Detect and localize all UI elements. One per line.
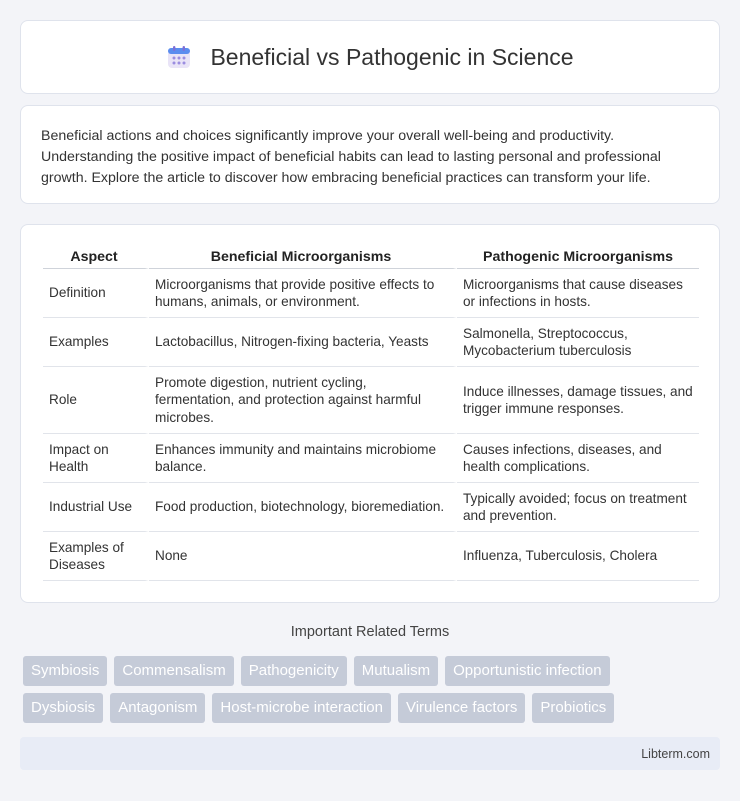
header-aspect: Aspect	[43, 243, 149, 269]
comparison-table	[43, 243, 699, 581]
table-row	[43, 269, 699, 318]
intro-card	[20, 105, 720, 204]
cell-beneficial: Microorganisms that provide positive effects to humans, animals, or environment.	[149, 269, 457, 318]
cell-pathogenic: Microorganisms that cause diseases or infections in hosts.	[457, 269, 699, 318]
cell-pathogenic: Induce illnesses, damage tissues, and trigger immune responses.	[457, 367, 699, 434]
cell-aspect: Industrial Use	[43, 483, 149, 532]
tag-pathogenicity[interactable]: Pathogenicity	[241, 656, 347, 686]
intro-text: Beneficial actions and choices significantly improve your overall well-being and productivity. Understanding the positive impact of beneficial habits can lead to lasting personal and professional growth. Explore the article to discover how embracing beneficial practices can transform your life.	[41, 128, 661, 186]
tag-host-microbe-interaction[interactable]: Host-microbe interaction	[212, 693, 391, 723]
header-pathogenic: Pathogenic Microorganisms	[457, 243, 699, 269]
table-row	[43, 434, 699, 483]
cell-beneficial: Enhances immunity and maintains microbiome balance.	[149, 434, 457, 483]
table-header-row	[43, 243, 699, 269]
tag-dysbiosis[interactable]: Dysbiosis	[23, 693, 103, 723]
comparison-card	[20, 224, 720, 603]
cell-pathogenic: Influenza, Tuberculosis, Cholera	[457, 532, 699, 581]
table-row	[43, 367, 699, 434]
cell-aspect: Examples	[43, 318, 149, 367]
header-beneficial: Beneficial Microorganisms	[149, 243, 457, 269]
footer-site-link[interactable]: Libterm.com	[641, 746, 710, 761]
cell-pathogenic: Causes infections, diseases, and health complications.	[457, 434, 699, 483]
table-row	[43, 318, 699, 367]
cell-aspect: Role	[43, 367, 149, 434]
footer	[20, 737, 720, 770]
tag-opportunistic-infection[interactable]: Opportunistic infection	[445, 656, 609, 686]
cell-beneficial: Promote digestion, nutrient cycling, fermentation, and protection against harmful microbes.	[149, 367, 457, 434]
cell-aspect: Impact on Health	[43, 434, 149, 483]
tag-mutualism[interactable]: Mutualism	[354, 656, 438, 686]
page-title: Beneficial vs Pathogenic in Science	[210, 43, 574, 70]
cell-aspect: Examples of Diseases	[43, 532, 149, 581]
header	[166, 44, 573, 71]
tag-symbiosis[interactable]: Symbiosis	[23, 656, 107, 686]
table-row	[43, 532, 699, 581]
tag-row	[23, 656, 723, 686]
cell-beneficial: Food production, biotechnology, bioremediation.	[149, 483, 457, 532]
calendar-icon	[166, 44, 192, 70]
header-card	[20, 20, 720, 94]
tag-commensalism[interactable]: Commensalism	[114, 656, 233, 686]
cell-pathogenic: Typically avoided; focus on treatment and prevention.	[457, 483, 699, 532]
cell-aspect: Definition	[43, 269, 149, 318]
tag-antagonism[interactable]: Antagonism	[110, 693, 205, 723]
tag-probiotics[interactable]: Probiotics	[532, 693, 614, 723]
tag-virulence-factors[interactable]: Virulence factors	[398, 693, 525, 723]
related-terms-title: Important Related Terms	[290, 624, 450, 640]
related-terms	[23, 656, 723, 730]
tag-row	[23, 693, 723, 723]
cell-beneficial: None	[149, 532, 457, 581]
cell-pathogenic: Salmonella, Streptococcus, Mycobacterium tuberculosis	[457, 318, 699, 367]
cell-beneficial: Lactobacillus, Nitrogen-fixing bacteria, Yeasts	[149, 318, 457, 367]
table-row	[43, 483, 699, 532]
